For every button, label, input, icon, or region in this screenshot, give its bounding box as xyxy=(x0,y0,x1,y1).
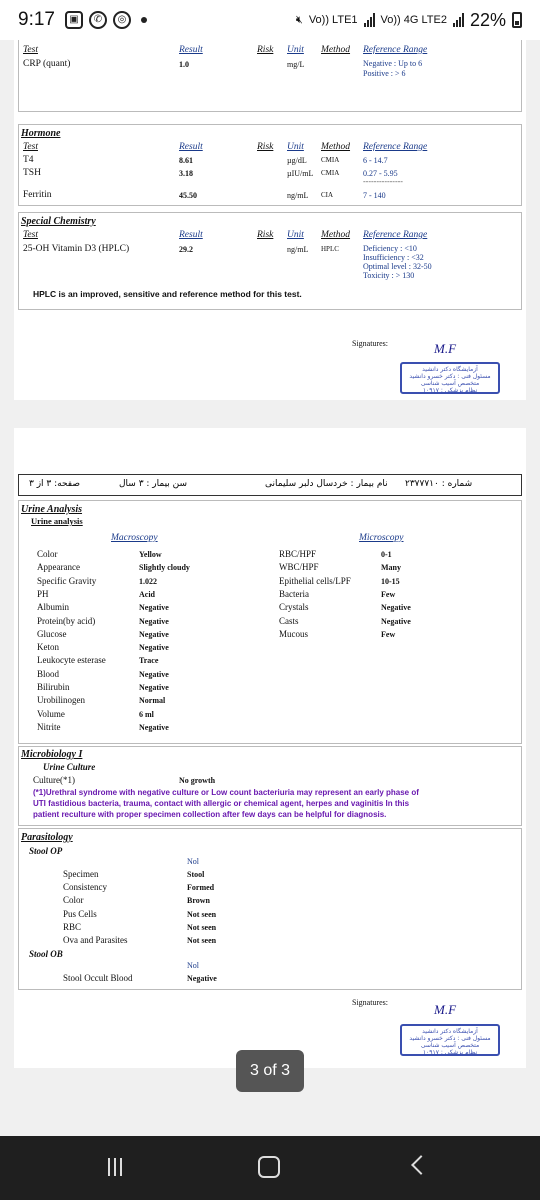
row-label: RBC/HPF xyxy=(279,549,317,559)
test-name: CRP (quant) xyxy=(23,59,71,69)
test-result: No growth xyxy=(179,776,216,785)
ref-range: Insufficiency : <32 xyxy=(363,253,424,262)
patient-header xyxy=(18,474,522,496)
signature: M.F xyxy=(434,1002,457,1017)
col-result: Result xyxy=(179,230,203,240)
stamp-line: آزمایشگاه دکتر دانشید xyxy=(422,366,478,373)
culture-note: UTI fastidious bacteria, trauma, contact with allergic or chemical agent, herpes and vaginitis In this xyxy=(33,799,410,808)
clock: 9:17 xyxy=(18,9,55,30)
patient-number: شماره : ۲۳۷۷۷۱۰ xyxy=(405,479,473,489)
row-label: Ova and Parasites xyxy=(63,935,128,945)
gallery-icon: ▣ xyxy=(65,11,83,29)
row-label: Specimen xyxy=(63,869,99,879)
stamp-line: مسئول فنی : دکتر خسرو دانشید xyxy=(409,373,491,380)
row-value: 6 ml xyxy=(139,709,154,719)
row-value: Trace xyxy=(139,656,159,666)
ref-range: Negative : Up to 6 xyxy=(363,59,423,68)
row-value: Not seen xyxy=(187,936,217,945)
test-name: Ferritin xyxy=(23,190,52,200)
divider: --------------- xyxy=(363,177,403,186)
row-value: Negative xyxy=(139,722,169,732)
row-label: Pus Cells xyxy=(63,908,97,919)
row-value: Few xyxy=(381,629,396,639)
row-value: Slightly cloudy xyxy=(139,563,190,573)
row-value: Negative xyxy=(139,603,169,613)
row-label: Crystals xyxy=(279,602,309,613)
home-icon[interactable] xyxy=(258,1156,280,1178)
network-2: Vo)) 4G LTE2 xyxy=(380,14,447,26)
page-number: صفحه: ۳ از ۳ xyxy=(29,479,80,489)
section-title: Urine Analysis xyxy=(21,504,83,515)
ref-range: Toxicity : > 130 xyxy=(363,271,415,280)
nol-label: Nol xyxy=(187,961,199,970)
section-special-chemistry xyxy=(18,212,522,310)
test-unit: µIU/mL xyxy=(287,169,314,178)
section-parasitology xyxy=(18,828,522,990)
row-value: Acid xyxy=(139,589,155,599)
test-unit: ng/mL xyxy=(287,245,309,254)
stamp-line: نظام پزشکی : ۱۰۹۱۷ xyxy=(422,1049,478,1056)
col-risk: Risk xyxy=(257,230,274,240)
lab-stamp xyxy=(400,362,500,394)
col-test: Test xyxy=(23,230,38,240)
col-risk: Risk xyxy=(257,142,274,152)
col-ref: Reference Range xyxy=(363,230,428,240)
row-value: 0-1 xyxy=(381,550,392,559)
col-ref: Reference Range xyxy=(363,45,428,55)
col-test: Test xyxy=(23,45,38,55)
row-label: Appearance xyxy=(37,562,80,573)
test-result: 29.2 xyxy=(179,245,193,254)
signatures-label: Signatures: xyxy=(352,998,388,1007)
row-label: Protein(by acid) xyxy=(37,615,96,626)
row-value: Formed xyxy=(187,883,215,893)
row-value: Yellow xyxy=(139,550,162,559)
signal-2-icon xyxy=(453,13,464,27)
signal-icon xyxy=(364,13,375,27)
stamp-line: آزمایشگاه دکتر دانشید xyxy=(422,1028,478,1035)
ref-range: 0.27 - 5.95 xyxy=(363,169,398,178)
notification-dot-icon xyxy=(141,17,147,23)
sub-title: Stool OP xyxy=(29,846,63,856)
section-title: Special Chemistry xyxy=(21,216,96,227)
ref-range: 7 - 140 xyxy=(363,191,386,200)
test-name: 25-OH Vitamin D3 (HPLC) xyxy=(23,244,130,254)
col-result: Result xyxy=(179,142,203,152)
report-page-2 xyxy=(14,40,526,400)
col-risk: Risk xyxy=(257,45,274,55)
col-method: Method xyxy=(321,45,351,55)
row-value: Negative xyxy=(381,603,411,613)
row-label: Bacteria xyxy=(279,588,309,599)
row-value: Negative xyxy=(139,629,169,639)
row-label: PH xyxy=(37,588,49,599)
stamp-line: متخصص آسیب شناسی xyxy=(420,380,480,387)
ref-range: Optimal level : 32-50 xyxy=(363,262,432,271)
section-title: Microbiology I xyxy=(21,749,83,760)
row-value: Negative xyxy=(139,669,169,679)
test-unit: mg/L xyxy=(287,60,305,69)
test-name: TSH xyxy=(23,168,41,178)
row-label: Keton xyxy=(37,642,59,653)
row-value: Not seen xyxy=(187,922,217,932)
report-page-3 xyxy=(14,428,526,1068)
microscopy-header: Microscopy xyxy=(359,533,404,543)
row-value: Negative xyxy=(139,683,169,692)
test-method: CIA xyxy=(321,191,334,199)
culture-note: patient reculture with proper specimen collection after few days can be helpful for diagnosis. xyxy=(33,810,387,819)
section-urine-analysis xyxy=(18,500,522,744)
section-subtitle: Urine analysis xyxy=(31,516,83,526)
row-value: Brown xyxy=(187,896,210,906)
test-result: 1.0 xyxy=(179,60,189,69)
macroscopy-header: Macroscopy xyxy=(111,533,158,543)
signature: M.F xyxy=(434,341,457,356)
patient-age: سن بیمار : ۳ سال xyxy=(119,479,188,489)
row-value: Negative xyxy=(381,616,411,626)
stamp-line: نظام پزشکی : ۱۰۹۱۷ xyxy=(422,387,478,394)
col-result: Result xyxy=(179,45,203,55)
test-method: CMIA xyxy=(321,169,340,177)
nol-label: Nol xyxy=(187,857,199,866)
row-value: Negative xyxy=(139,616,169,626)
row-label: RBC xyxy=(63,921,82,932)
row-value: 10-15 xyxy=(381,576,400,586)
col-ref: Reference Range xyxy=(363,142,428,152)
test-result: Negative xyxy=(187,974,217,983)
row-value: Many xyxy=(381,563,401,573)
ref-range: Positive : > 6 xyxy=(363,69,406,78)
row-label: Epithelial cells/LPF xyxy=(279,575,351,586)
whatsapp-icon: ✆ xyxy=(89,11,107,29)
test-result: 8.61 xyxy=(179,156,193,165)
row-label: Consistency xyxy=(63,882,107,893)
col-method: Method xyxy=(321,142,351,152)
row-label: Urobilinogen xyxy=(37,695,85,706)
test-method: HPLC xyxy=(321,245,339,253)
chrome-icon: ◎ xyxy=(113,11,131,29)
test-method: CMIA xyxy=(321,156,340,164)
row-label: Mucous xyxy=(279,628,308,639)
row-label: Bilirubin xyxy=(37,682,70,692)
test-unit: µg/dL xyxy=(287,156,307,165)
test-unit: ng/mL xyxy=(287,191,309,200)
row-value: Negative xyxy=(139,643,169,653)
test-result: 45.50 xyxy=(179,191,197,200)
row-label: Nitrite xyxy=(37,721,61,732)
row-label: Blood xyxy=(37,668,60,679)
section-microbiology xyxy=(18,746,522,826)
stamp-line: مسئول فنی : دکتر خسرو دانشید xyxy=(409,1035,491,1042)
row-value: 1.022 xyxy=(139,576,157,586)
document-viewer[interactable] xyxy=(0,40,540,1136)
sub-title: Stool OB xyxy=(29,949,63,959)
battery-percent: 22% xyxy=(469,9,506,30)
battery-icon xyxy=(512,12,522,28)
patient-name: نام بیمار : خردسال دلبر سلیمانی xyxy=(265,479,388,489)
row-label: Leukocyte esterase xyxy=(37,655,106,666)
navigation-bar xyxy=(0,1136,540,1200)
col-unit: Unit xyxy=(287,142,304,152)
row-label: Volume xyxy=(37,708,65,719)
col-method: Method xyxy=(321,230,351,240)
ref-range: Deficiency : <10 xyxy=(363,244,417,253)
section-crp xyxy=(18,40,522,112)
culture-note: (*1)Urethral syndrome with negative culture or Low count bacteriuria may represent an early phase of xyxy=(33,788,419,797)
row-label: Glucose xyxy=(37,628,67,639)
network-1: Vo)) LTE1 xyxy=(308,14,358,26)
stamp-line: متخصص آسیب شناسی xyxy=(420,1042,480,1049)
recents-icon[interactable] xyxy=(108,1158,122,1176)
status-bar xyxy=(0,0,540,40)
row-label: Albumin xyxy=(37,602,70,613)
signatures-label: Signatures: xyxy=(352,339,388,348)
row-label: Specific Gravity xyxy=(37,575,97,586)
row-label: WBC/HPF xyxy=(279,562,319,573)
method-note: HPLC is an improved, sensitive and reference method for this test. xyxy=(33,289,302,299)
row-value: Normal xyxy=(139,696,166,706)
sub-title: Urine Culture xyxy=(43,762,96,772)
row-value: Few xyxy=(381,589,396,599)
col-unit: Unit xyxy=(287,230,304,240)
lab-stamp xyxy=(400,1024,500,1056)
section-title: Parasitology xyxy=(21,832,73,843)
col-unit: Unit xyxy=(287,45,304,55)
test-name: Culture(*1) xyxy=(33,775,75,785)
test-name: T4 xyxy=(23,155,34,165)
mute-icon: 🔇︎ xyxy=(295,13,303,26)
col-test: Test xyxy=(23,142,38,152)
page-indicator: 3 of 3 xyxy=(236,1050,304,1092)
ref-range: 6 - 14.7 xyxy=(363,156,388,165)
row-label: Color xyxy=(37,549,58,559)
row-value: Stool xyxy=(187,870,205,879)
row-label: Color xyxy=(63,895,84,906)
section-title: Hormone xyxy=(21,128,61,139)
section-hormone xyxy=(18,124,522,206)
test-result: 3.18 xyxy=(179,169,193,178)
row-value: Not seen xyxy=(187,909,217,919)
row-label: Casts xyxy=(279,615,299,626)
back-icon[interactable] xyxy=(411,1155,431,1175)
test-name: Stool Occult Blood xyxy=(63,973,133,983)
